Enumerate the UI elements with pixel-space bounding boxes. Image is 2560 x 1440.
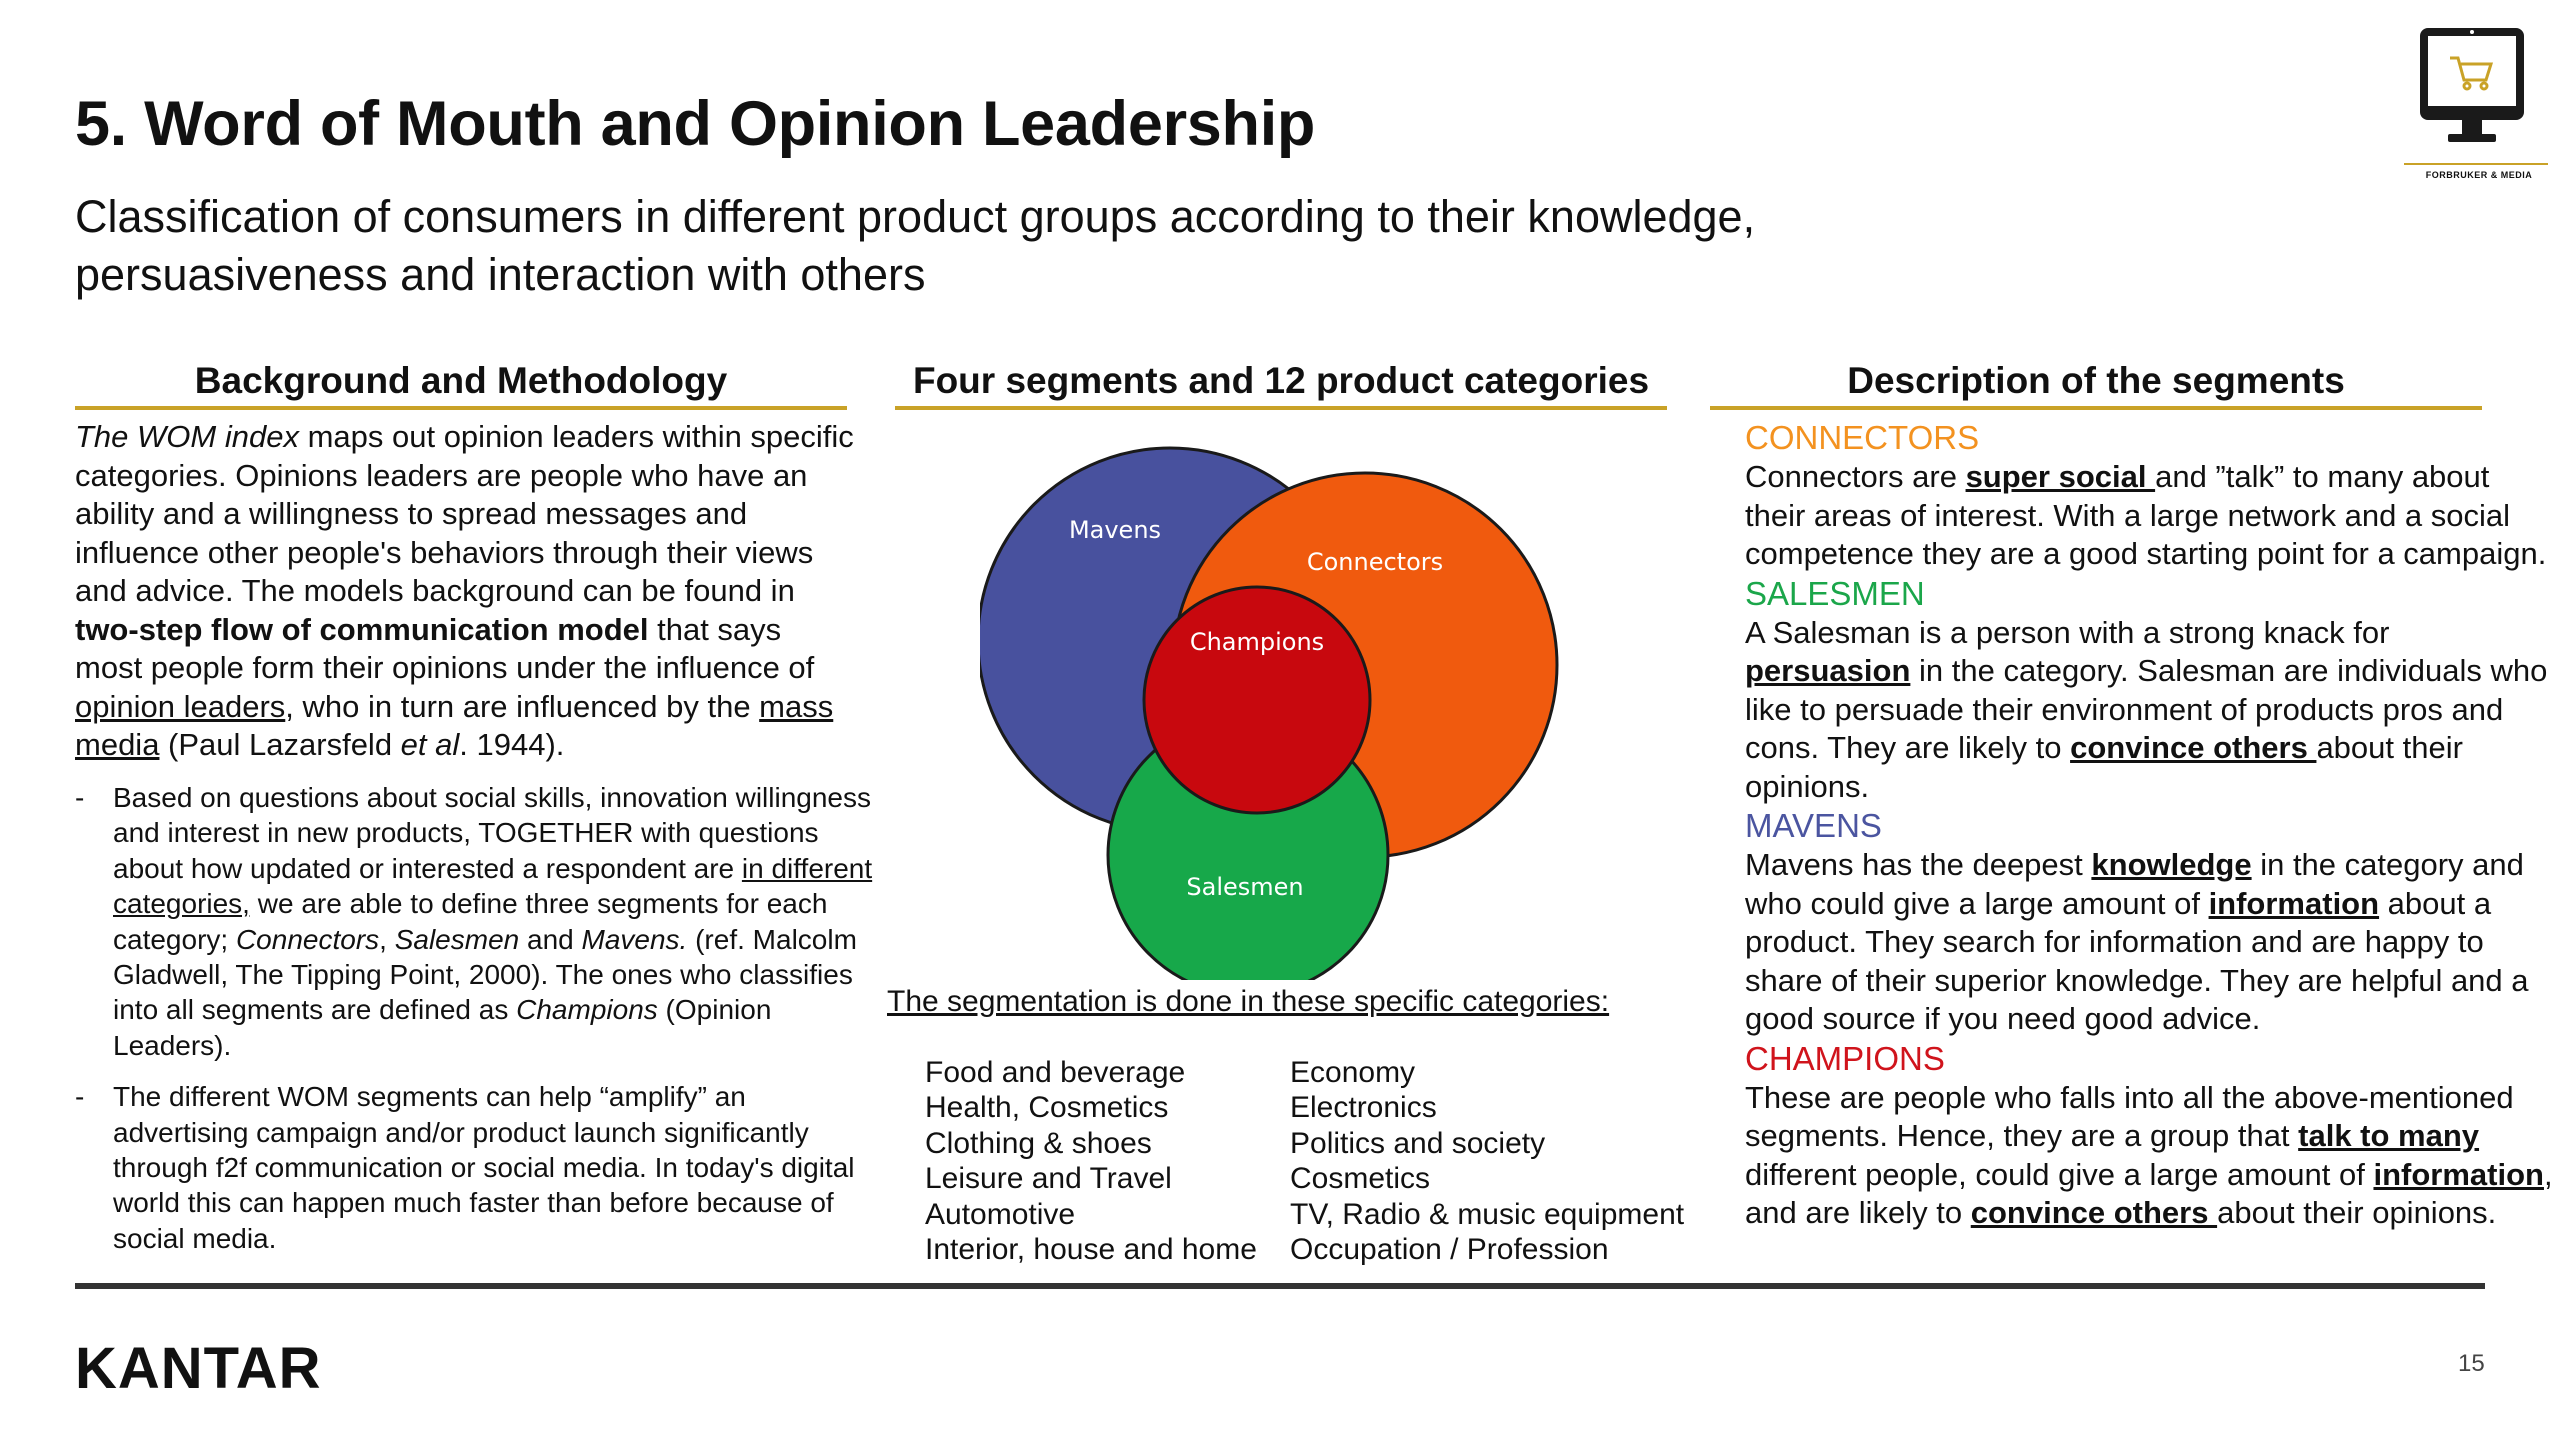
venn-circle-champions xyxy=(1144,587,1370,813)
bullet-methodology: - Based on questions about social skills, innovation willingness and interest in new products, TOGETHER with questions about how updated or interested a respondent are in different categories, we are able to define three segments for each category; Connectors, Salesmen and Mavens. (ref. Malcolm Gladwell, The Tipping Point, 2000). The ones who classifies into all segments are defined as Champions (Opinion Leaders). xyxy=(75,780,875,1063)
footer-divider xyxy=(75,1283,2485,1289)
category-right-3: Cosmetics xyxy=(1290,1162,1431,1196)
mass-media-term: mass media xyxy=(75,688,834,762)
two-step-model-term: two-step flow of communication model xyxy=(75,611,649,647)
venn-label-champions: Champions xyxy=(1189,628,1325,656)
category-left-3: Leisure and Travel xyxy=(925,1162,1172,1196)
venn-label-connectors: Connectors xyxy=(1306,548,1444,576)
champions-text: These are people who falls into all the above-mentioned segments. Hence, they are a group that talk to many different people, could give a large amount of information, and are likely to convince others about their opinions. xyxy=(1745,1079,2553,1230)
connectors-text: Connectors are super social and ”talk” to many about their areas of interest. With a large network and a social competence they are a good starting point for a campaign. xyxy=(1745,459,2547,571)
categories-right-list xyxy=(1290,1055,1684,1267)
salesmen-label: SALESMEN xyxy=(1745,574,1925,612)
category-left-5: Interior, house and home xyxy=(925,1233,1257,1267)
venn-label-salesmen: Salesmen xyxy=(1186,873,1304,901)
category-left-2: Clothing & shoes xyxy=(925,1126,1152,1160)
background-paragraph: The WOM index maps out opinion leaders within specific categories. Opinions leaders are people who have an ability and a willingness to spread messages and influence other people's behaviors through their views and advice. The models background can be found in two-step flow of communication model that says most people form their opinions under the influence of opinion leaders, who in turn are influenced by the mass media (Paul Lazarsfeld et al. 1944). xyxy=(75,419,854,762)
monitor-cart-icon xyxy=(2398,20,2560,190)
category-left-4: Automotive xyxy=(925,1197,1076,1231)
wom-index-term: The WOM index xyxy=(75,419,299,454)
category-right-0: Economy xyxy=(1290,1056,1416,1089)
opinion-leaders-term: opinion leaders xyxy=(75,688,286,724)
category-left-0: Food and beverage xyxy=(925,1056,1186,1089)
kantar-logo: KANTAR xyxy=(75,1336,322,1401)
background-heading: Background and Methodology xyxy=(75,356,847,410)
category-right-4: TV, Radio & music equipment xyxy=(1290,1197,1685,1231)
slide-subtitle: Classification of consumers in different product groups according to their knowledge, persuasiveness and interaction with others xyxy=(75,191,1756,300)
logo-caption: FORBRUKER & MEDIA xyxy=(2425,170,2533,180)
background-bullets xyxy=(75,780,875,1272)
bullet-amplify: - The different WOM segments can help “amplify” an advertising campaign and/or product launch significantly through f2f communication or social media. In today's digital world this can happen much faster than before because of social media. xyxy=(75,1079,875,1256)
segments-heading: Four segments and 12 product categories xyxy=(895,356,1667,410)
category-right-1: Electronics xyxy=(1290,1091,1437,1125)
slide-title: 5. Word of Mouth and Opinion Leadership xyxy=(75,89,1316,159)
mavens-text: Mavens has the deepest knowledge in the category and who could give a large amount of information about a product. They search for information and are happy to share of their superior knowledge. They are helpful and a good source if you need good advice. xyxy=(1745,847,2529,1036)
category-right-2: Politics and society xyxy=(1290,1126,1546,1160)
page-number: 15 xyxy=(2458,1350,2485,1377)
categories-left-list xyxy=(925,1055,1257,1267)
description-heading: Description of the segments xyxy=(1710,356,2482,410)
category-right-5: Occupation / Profession xyxy=(1290,1233,1609,1267)
champions-label: CHAMPIONS xyxy=(1745,1039,1945,1077)
forbruker-media-logo xyxy=(2398,20,2560,190)
mavens-label: MAVENS xyxy=(1745,807,1882,844)
segments-venn-diagram xyxy=(980,440,1580,980)
segments-description xyxy=(1745,418,2555,1233)
salesmen-text: A Salesman is a person with a strong knack for persuasion in the category. Salesman are individuals who like to persuade their environment of products pros and cons. They are likely to convince others about their opinions. xyxy=(1745,614,2548,804)
connectors-label: CONNECTORS xyxy=(1745,419,1980,456)
category-left-1: Health, Cosmetics xyxy=(925,1091,1169,1125)
categories-intro: The segmentation is done in these specific categories: xyxy=(887,985,1610,1018)
venn-label-mavens: Mavens xyxy=(1068,516,1162,544)
